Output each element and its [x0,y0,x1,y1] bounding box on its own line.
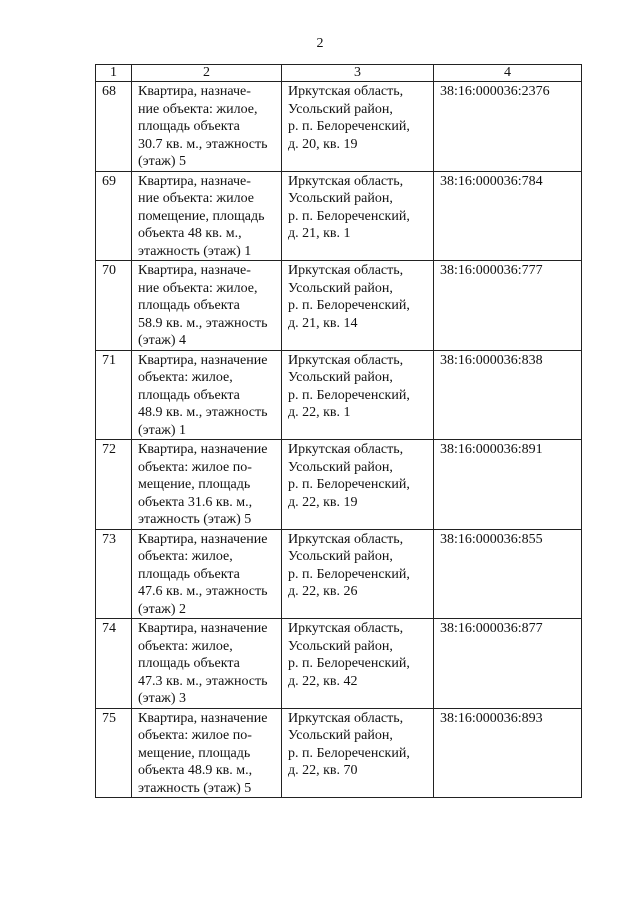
cadastral-number: 38:16:000036:877 [434,619,582,709]
cadastral-number: 38:16:000036:784 [434,171,582,261]
object-description: Квартира, назначение объекта: жилое по- мещение, площадь объекта 31.6 кв. м., этажность (этаж) 5 [132,440,282,530]
cadastral-number: 38:16:000036:893 [434,708,582,798]
object-description: Квартира, назначение объекта: жилое, площадь объекта 47.6 кв. м., этажность (этаж) 2 [132,529,282,619]
column-header-cadastral: 4 [434,65,582,82]
table-row [96,440,582,530]
row-number: 71 [96,350,132,440]
column-header-address: 3 [282,65,434,82]
object-address: Иркутская область, Усольский район, р. п. Белореченский, д. 22, кв. 70 [282,708,434,798]
object-description: Квартира, назначение объекта: жилое, площадь объекта 47.3 кв. м., этажность (этаж) 3 [132,619,282,709]
row-number: 69 [96,171,132,261]
table-row [96,261,582,351]
object-description: Квартира, назначе- ние объекта: жилое, площадь объекта 58.9 кв. м., этажность (этаж) 4 [132,261,282,351]
table-header-row [96,65,582,82]
cadastral-number: 38:16:000036:891 [434,440,582,530]
cadastral-number: 38:16:000036:838 [434,350,582,440]
column-header-number: 1 [96,65,132,82]
object-description: Квартира, назначение объекта: жилое, площадь объекта 48.9 кв. м., этажность (этаж) 1 [132,350,282,440]
table-row [96,708,582,798]
column-header-description: 2 [132,65,282,82]
table-row [96,619,582,709]
row-number: 74 [96,619,132,709]
object-description: Квартира, назначе- ние объекта: жилое помещение, площадь объекта 48 кв. м., этажность (этаж) 1 [132,171,282,261]
cadastral-number: 38:16:000036:2376 [434,82,582,172]
table-row [96,350,582,440]
row-number: 75 [96,708,132,798]
property-table [95,64,582,798]
row-number: 70 [96,261,132,351]
cadastral-number: 38:16:000036:855 [434,529,582,619]
table-row [96,171,582,261]
object-description: Квартира, назначе- ние объекта: жилое, площадь объекта 30.7 кв. м., этажность (этаж) 5 [132,82,282,172]
page-number: 2 [316,36,324,51]
object-address: Иркутская область, Усольский район, р. п. Белореченский, д. 22, кв. 42 [282,619,434,709]
row-number: 68 [96,82,132,172]
table-row [96,82,582,172]
object-address: Иркутская область, Усольский район, р. п. Белореченский, д. 22, кв. 26 [282,529,434,619]
row-number: 72 [96,440,132,530]
object-address: Иркутская область, Усольский район, р. п. Белореченский, д. 21, кв. 1 [282,171,434,261]
cadastral-number: 38:16:000036:777 [434,261,582,351]
object-address: Иркутская область, Усольский район, р. п. Белореченский, д. 22, кв. 19 [282,440,434,530]
table-row [96,529,582,619]
object-address: Иркутская область, Усольский район, р. п. Белореченский, д. 21, кв. 14 [282,261,434,351]
object-address: Иркутская область, Усольский район, р. п. Белореченский, д. 22, кв. 1 [282,350,434,440]
object-description: Квартира, назначение объекта: жилое по- мещение, площадь объекта 48.9 кв. м., этажность (этаж) 5 [132,708,282,798]
object-address: Иркутская область, Усольский район, р. п. Белореченский, д. 20, кв. 19 [282,82,434,172]
row-number: 73 [96,529,132,619]
